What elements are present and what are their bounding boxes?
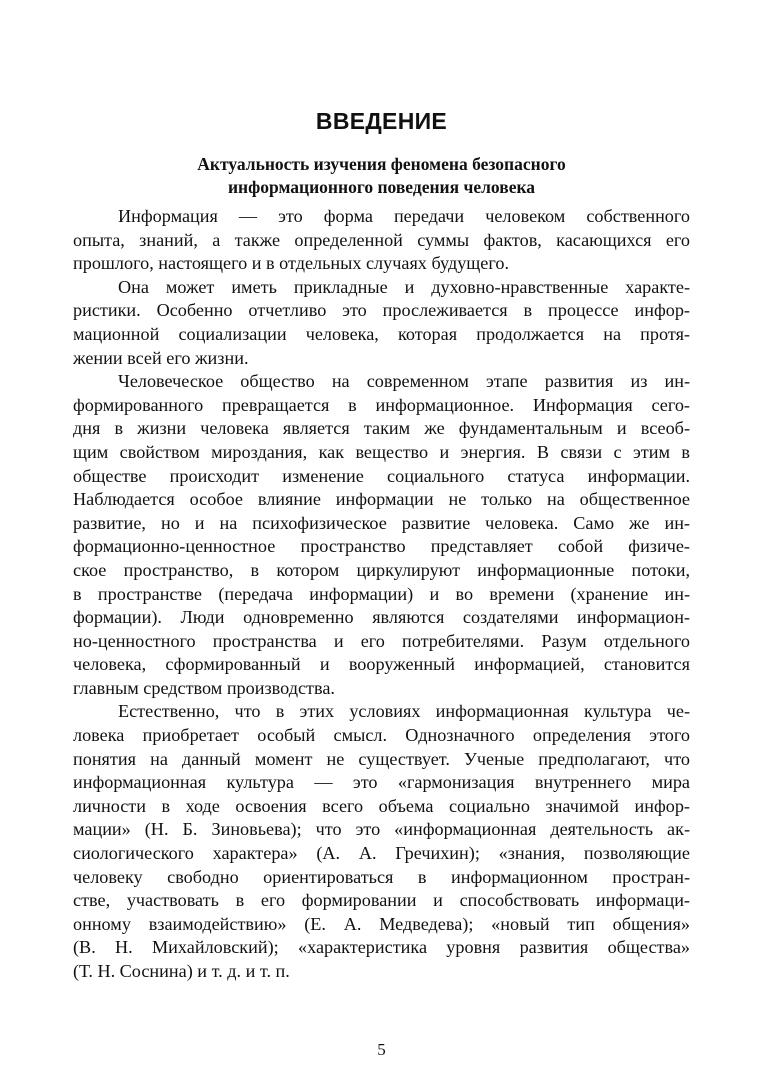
text-line: Естественно, что в этих условиях информационная культура че- [118, 701, 690, 722]
text-line: стве, участвовать в его формировании и способствовать информаци- [73, 890, 690, 911]
text-line: ристики. Особенно отчетливо это прослеживается в процессе инфор- [73, 300, 690, 321]
text-line: (Т. Н. Соснина) и т. д. и т. п. [73, 961, 290, 981]
text-line: понятия на данный момент не существует. Ученые предполагают, что [73, 748, 690, 769]
paragraph-1 [73, 205, 690, 276]
text-line: формированного превращается в информационное. Информация сего- [73, 394, 690, 415]
text-line: сиологического характера» (А. А. Гречихин); «знания, позволяющие [73, 843, 690, 864]
text-line: опыта, знаний, а также определенной суммы фактов, касающихся его [73, 229, 690, 250]
text-line: развитие, но и на психофизическое развитие человека. Само же ин- [73, 512, 690, 533]
paragraph-4 [73, 700, 690, 983]
text-line: Наблюдается особое влияние информации не только на общественное [73, 489, 690, 510]
text-line: Информация — это форма передачи человеком собственного [118, 206, 690, 226]
paragraph-2 [73, 276, 690, 370]
text-line: человека, сформированный и вооруженный информацией, становится [73, 654, 690, 675]
text-line: в пространстве (передача информации) и во времени (хранение ин- [73, 583, 690, 604]
section-title-line-2: информационного поведения человека [227, 177, 536, 197]
paragraph-3 [73, 370, 690, 700]
text-line: главным средством производства. [73, 677, 335, 698]
text-line: онному взаимодействию» (Е. А. Медведева); «новый тип общения» [73, 913, 690, 934]
text-line: жении всей его жизни. [73, 347, 249, 368]
text-line: Человеческое общество на современном этапе развития из ин- [118, 371, 690, 392]
text-line: Она может иметь прикладные и духовно-нравственные характе- [118, 276, 690, 297]
text-line: информационная культура — это «гармонизация внутреннего мира [73, 772, 690, 793]
body-text [73, 205, 690, 984]
text-line: мации» (Н. Б. Зиновьева); что это «информационная деятельность ак- [73, 819, 690, 840]
section-title [73, 153, 690, 199]
text-line: ское пространство, в котором циркулируют информационные потоки, [73, 559, 690, 580]
text-line: мационной социализации человека, которая продолжается на протя- [73, 323, 690, 344]
text-line: (В. Н. Михайловский); «характеристика уровня развития общества» [73, 937, 690, 958]
page-content [73, 108, 690, 984]
text-line: формационно-ценностное пространство представляет собой физиче- [73, 536, 690, 557]
section-title-line-1: Актуальность изучения феномена безопасного [197, 154, 566, 174]
text-line: прошлого, настоящего и в отдельных случаях будущего. [73, 253, 510, 274]
text-line: обществе происходит изменение социального статуса информации. [73, 465, 690, 486]
text-line: человеку свободно ориентироваться в информационном простран- [73, 866, 690, 887]
text-line: но-ценностного пространства и его потребителями. Разум отдельного [73, 630, 690, 651]
text-line: ловека приобретает особый смысл. Однозначного определения этого [73, 725, 690, 746]
chapter-title: ВВЕДЕНИЕ [315, 108, 448, 134]
text-line: дня в жизни человека является таким же фундаментальным и всеоб- [73, 418, 690, 439]
text-line: формации). Люди одновременно являются создателями информацион- [73, 607, 690, 628]
text-line: личности в ходе освоения всего объема социально значимой инфор- [73, 795, 690, 816]
page-number: 5 [377, 1040, 386, 1059]
text-line: щим свойством мироздания, как вещество и энергия. В связи с этим в [73, 441, 690, 462]
